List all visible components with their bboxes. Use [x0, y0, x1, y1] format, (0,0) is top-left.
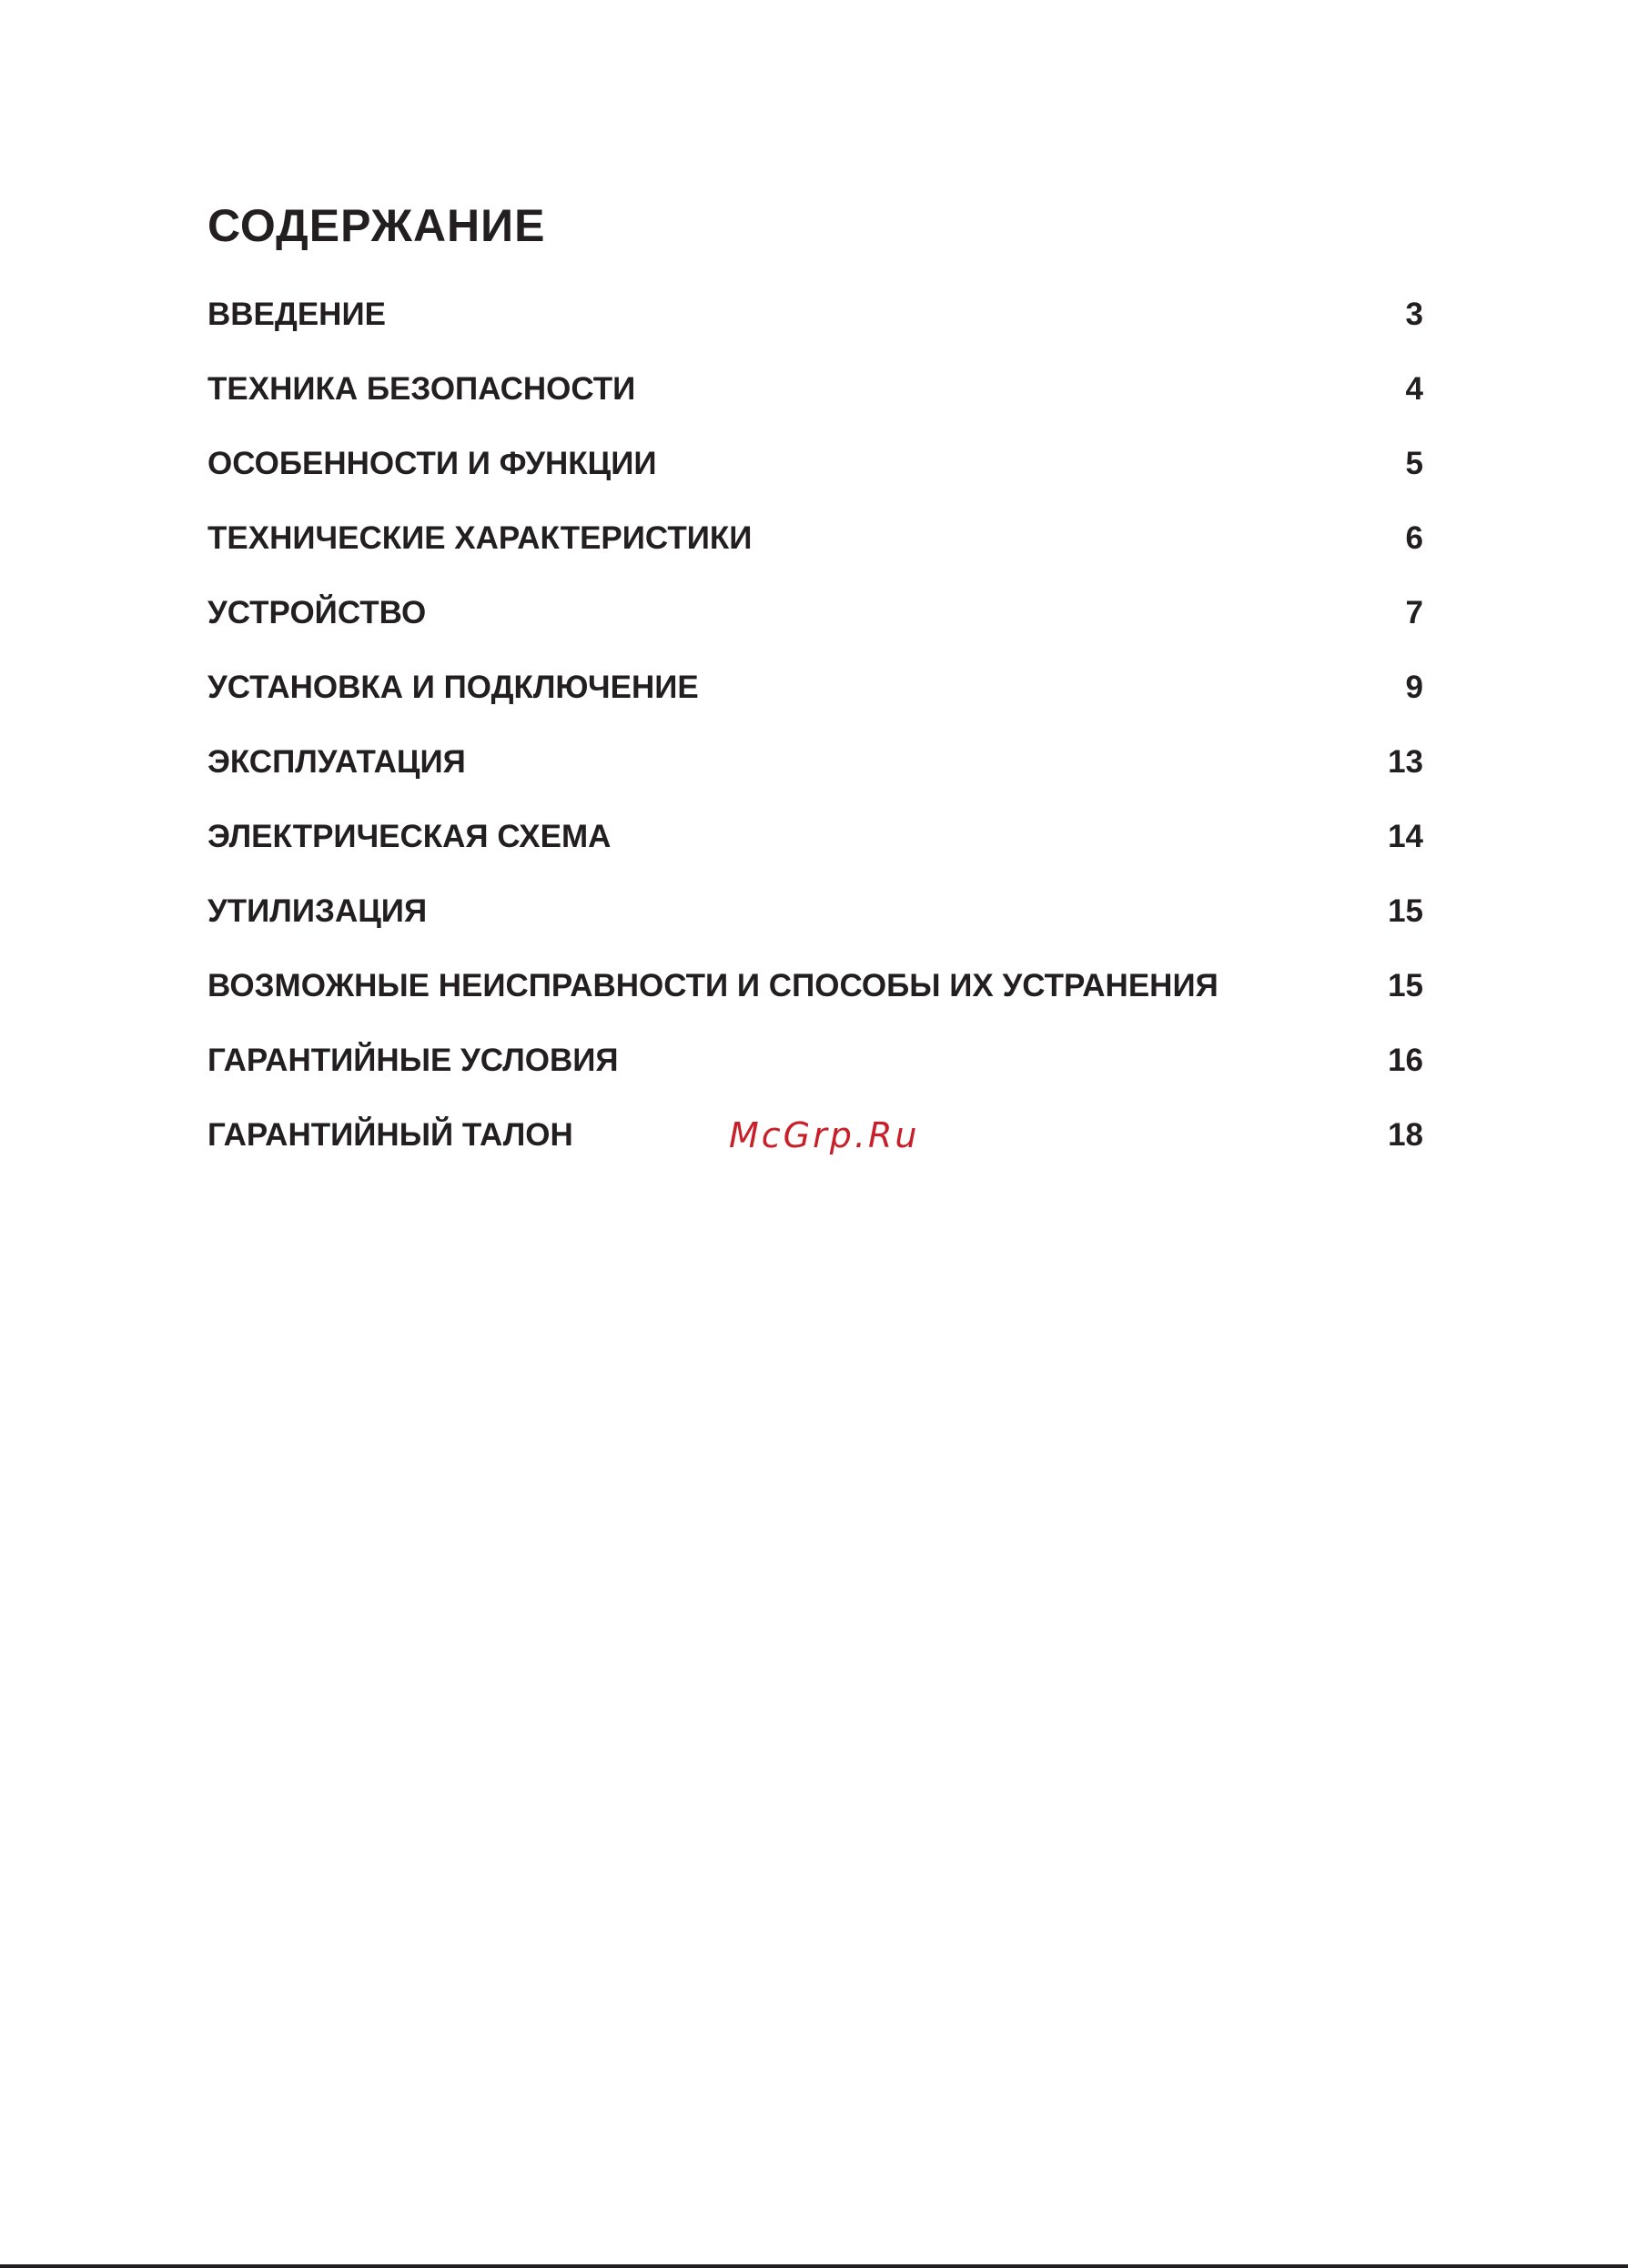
toc-entry-label: ГАРАНТИЙНЫЕ УСЛОВИЯ — [207, 1043, 619, 1078]
toc-entry-label: УСТРОЙСТВО — [207, 595, 427, 630]
toc-entry-page: 18 — [1388, 1117, 1423, 1153]
toc-entry-page: 16 — [1388, 1043, 1423, 1078]
toc-entry-page: 13 — [1388, 744, 1423, 780]
toc-entry-specifications[interactable] — [207, 515, 1423, 590]
toc-entry-troubleshooting[interactable] — [207, 963, 1423, 1037]
toc-entry-operation[interactable] — [207, 739, 1423, 813]
toc-entry-page: 15 — [1388, 893, 1423, 929]
toc-entry-safety[interactable] — [207, 366, 1423, 440]
toc-entry-warranty-terms[interactable] — [207, 1037, 1423, 1112]
toc-entry-label: ЭКСПЛУАТАЦИЯ — [207, 744, 466, 780]
toc-entry-introduction[interactable] — [207, 291, 1423, 366]
toc-entry-page: 5 — [1405, 446, 1423, 481]
page-bottom-divider — [0, 2264, 1628, 2268]
toc-entry-wiring-diagram[interactable] — [207, 813, 1423, 888]
toc-entry-page: 6 — [1405, 520, 1423, 556]
toc-entry-installation[interactable] — [207, 664, 1423, 739]
toc-entry-page: 14 — [1388, 819, 1423, 854]
watermark: McGrp.Ru — [729, 1115, 920, 1155]
toc-entry-label: ВВЕДЕНИЕ — [207, 297, 386, 332]
table-of-contents — [207, 291, 1423, 1186]
toc-entry-page: 9 — [1405, 670, 1423, 705]
toc-entry-features[interactable] — [207, 440, 1423, 515]
toc-entry-page: 15 — [1388, 968, 1423, 1003]
toc-entry-label: ВОЗМОЖНЫЕ НЕИСПРАВНОСТИ И СПОСОБЫ ИХ УСТРАНЕНИЯ — [207, 968, 1218, 1003]
toc-entry-label: УТИЛИЗАЦИЯ — [207, 893, 428, 929]
toc-entry-label: ГАРАНТИЙНЫЙ ТАЛОН — [207, 1117, 573, 1153]
toc-entry-label: УСТАНОВКА И ПОДКЛЮЧЕНИЕ — [207, 670, 699, 705]
toc-entry-page: 7 — [1405, 595, 1423, 630]
toc-entry-disposal[interactable] — [207, 888, 1423, 963]
toc-entry-label: ТЕХНИЧЕСКИЕ ХАРАКТЕРИСТИКИ — [207, 520, 753, 556]
toc-entry-label: ТЕХНИКА БЕЗОПАСНОСТИ — [207, 371, 636, 407]
toc-entry-device[interactable] — [207, 590, 1423, 664]
page-title: СОДЕРЖАНИЕ — [207, 200, 546, 251]
toc-entry-page: 3 — [1405, 297, 1423, 332]
toc-entry-page: 4 — [1405, 371, 1423, 407]
toc-entry-label: ЭЛЕКТРИЧЕСКАЯ СХЕМА — [207, 819, 612, 854]
toc-entry-label: ОСОБЕННОСТИ И ФУНКЦИИ — [207, 446, 657, 481]
